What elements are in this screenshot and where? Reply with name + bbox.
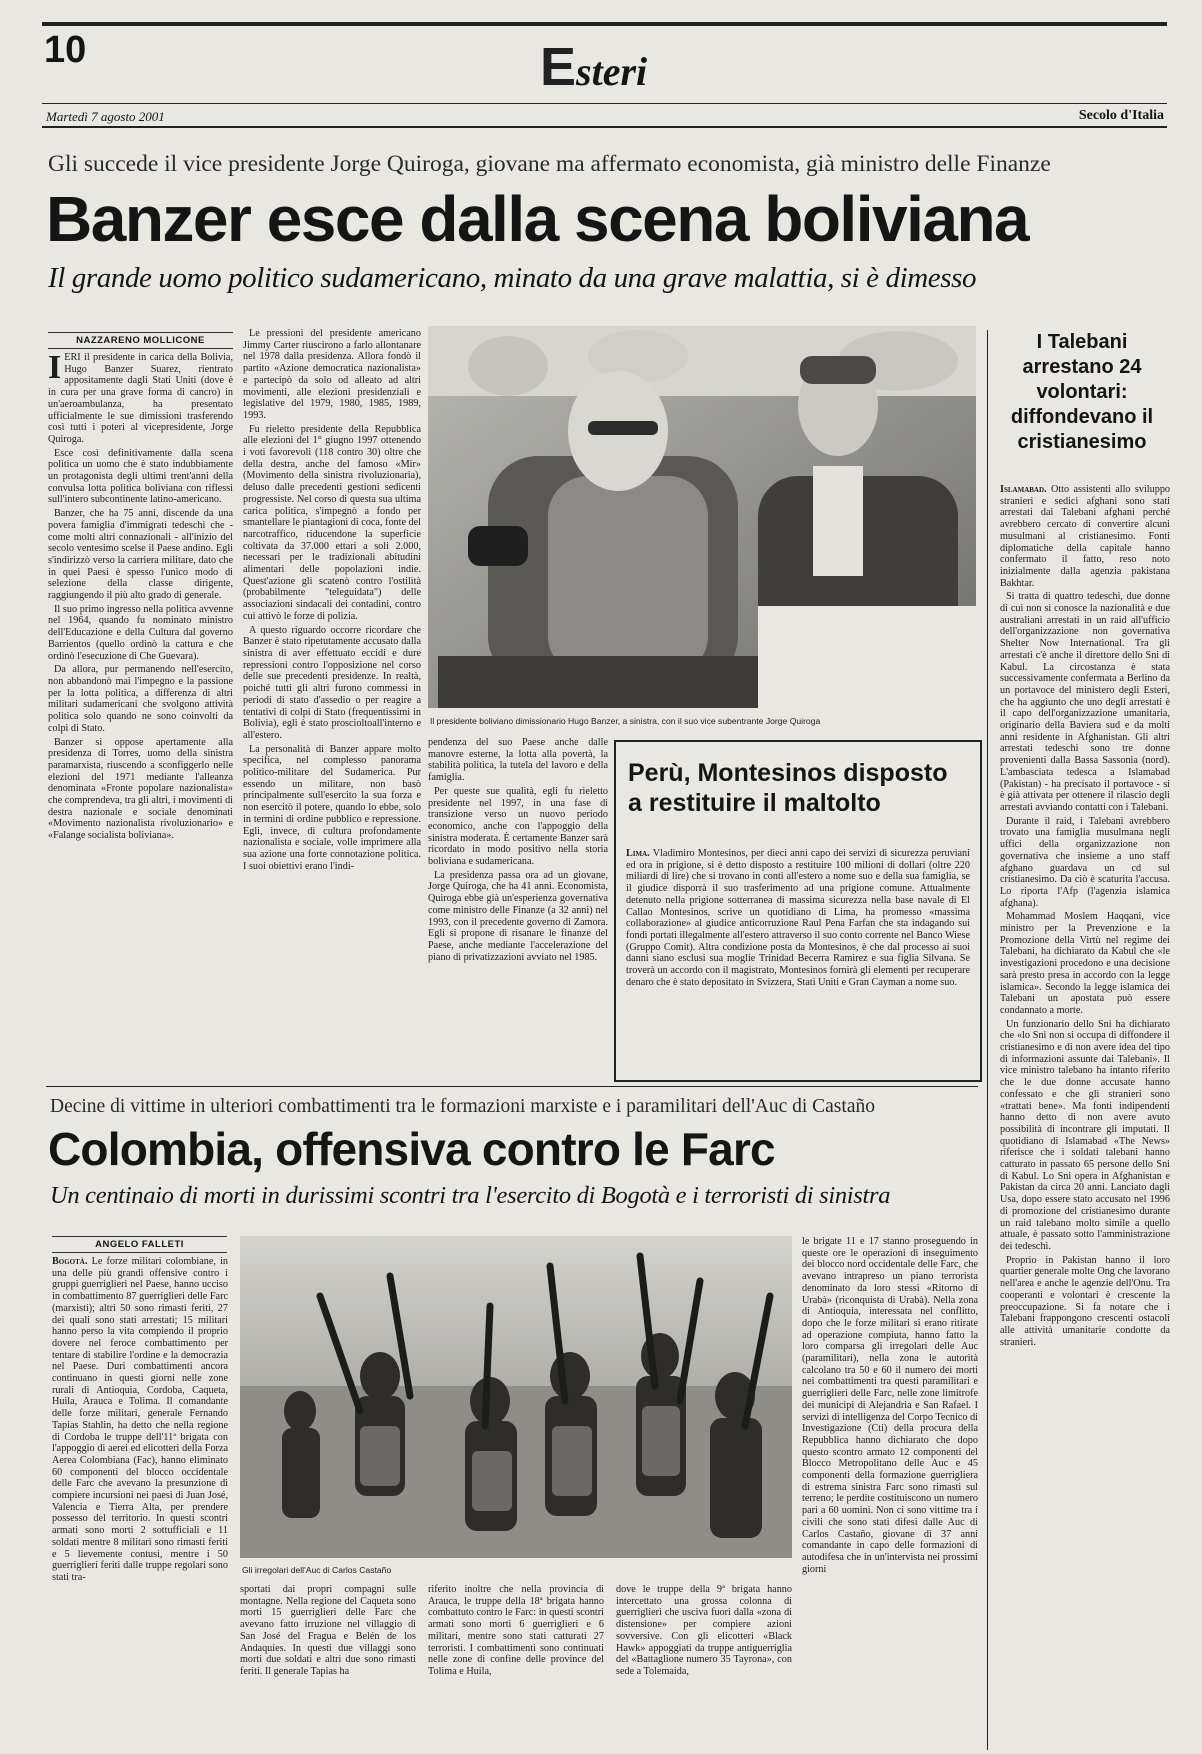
banzer-column-2 — [243, 328, 421, 1052]
paragraph: Per queste sue qualità, egli fu rieletto presidente nel 1997, in una fase di transizione verso un nuovo periodo economico, anche con l'appoggio della sinistra moderata. È certamente Banzer sarà ricordato in modo positivo nella storia boliviana e sudamericana. — [428, 785, 608, 868]
sidebar-divider — [987, 330, 988, 1750]
paragraph: Si tratta di quattro tedeschi, due donne di cui non si conosce la nazionalità e due australiani arrestati in un raid all'ufficio dell'organizzazione non governativa Shelter Now International. Tra gli arrestati c'è anche il direttore dello Sni di Kabul. La circostanza è stata successivamente confermata a Berlino da un portavoce del ministero degli Esteri, che ha aggiunto che uno degli arrestati è il capo dell'organizzazione umanitaria, originario della Baviera sud e da molti anni residente in Afghanistan. Gli altri arrestati tedeschi sono tre donne provenienti dalla Bassa Sassonia (nord). L'ambasciata tedesca a Islamabad (Pakistan) - ha precisato il portavoce - si è già attivata per ottenere il rilascio degli arrestati avviando contatti con i Talebani. — [1000, 591, 1170, 813]
paragraph: Banzer, che ha 75 anni, discende da una povera famiglia d'immigrati tedeschi che - come molti altri connazionali - all'inizio del secolo ventesimo scelse il Paese andino. Egli s'indirizzò verso la carriera militare, dato che in quei Paesi è spesso l'unico modo di selezione della classe dirigente, raggiungendo il più alto grado di generale. — [48, 508, 233, 602]
paragraph: Durante il raid, i Talebani avrebbero trovato una famiglia musulmana negli uffici della organizzazione non governativa che insieme a uno staff afghano guardava un cd sul cristianesimo. Da ciò è scaturita l'accusa. Lo riporta l'Afp (l'agenzia islamica afghana). — [1000, 815, 1170, 909]
paragraph: dove le truppe della 9ª brigata hanno intercettato una grossa colonna di guerriglieri che usciva fuori dalla «zona di distensione» per compiere azioni sovversive. Con gli elicotteri «Black Hawk» appoggiati da truppe antiguerriglia del «Battaglione numero 35 Tayrona», con sede a Tolemaida, — [616, 1584, 792, 1677]
peru-box — [614, 740, 982, 1082]
banzer-subhead: Il grande uomo politico sudamericano, minato da una grave malattia, si è dimesso — [48, 262, 977, 294]
page-number: 10 — [44, 29, 87, 71]
banzer-byline: NAZZARENO MOLLICONE — [48, 332, 233, 349]
banzer-photo-caption: Il presidente boliviano dimissionario Hugo Banzer, a sinistra, con il suo vice subentrante Jorge Quiroga — [430, 716, 821, 726]
taliban-dateline: Islamabad. — [1000, 484, 1047, 495]
banzer-quiroga-photo — [428, 326, 976, 708]
colombia-dateline: Bogotà. — [52, 1256, 88, 1267]
colombia-photo-caption: Gli irregolari dell'Auc di Carlos Castaño — [242, 1565, 392, 1575]
paragraph: sportati dai propri compagni sulle montagne. Nella regione del Caqueta sono morti 15 guerriglieri delle Farc che avevano fatto irruzione nel villaggio di San José del Fragua e Belén de los Andaquíes. In questi due villaggi sono morti due soldati e altri due sono rimasti feriti. Il generale Tapias ha — [240, 1584, 416, 1677]
drop-cap: I — [48, 352, 62, 386]
peru-dateline: Lima. — [626, 848, 650, 859]
paragraph: pendenza del suo Paese anche dalle manovre esterne, la lotta alla povertà, la stabilità politica, la tutela del lavoro e della famiglia. — [428, 737, 608, 784]
colombia-column-2 — [240, 1584, 416, 1750]
issue-date: Martedì 7 agosto 2001 — [46, 109, 165, 124]
paragraph: Banzer si oppose apertamente alla presidenza di Torres, uomo della sinistra paramarxista, riuscendo a sconfiggerlo nelle elezioni del 1971 mediante l'alleanza denominata «Fronte popolare nazionalista» che comprendeva, tra gli altri, i movimenti di destra nazionale e sociale denominati «Movimento nazionalista rivoluzionario» e «Falange socialista boliviana». — [48, 736, 233, 842]
peru-headline: Perù, Montesinos disposto a restituire il maltolto — [628, 759, 948, 817]
banzer-kicker: Gli succede il vice presidente Jorge Quiroga, giovane ma affermato economista, già ministro delle Finanze — [48, 151, 1051, 177]
paragraph: Le forze militari colombiane, in una delle più grandi offensive contro i gruppi guerriglieri nel Paese, hanno ucciso in combattimento 87 guerriglieri delle Farc (marxisti); altri 50 sono rimasti feriti, 27 dei quali sono stati arrestati; 15 militari hanno perso la vita compiendo il proprio dovere nel feroce combattimento per tentare di stabilire l'ordine e la democrazia nel Paese. Duri combattimenti ancora continuano in questi giorni nelle zone rurali di Antioquia, Cordoba, Caqueta, Huila, Arauca e Tolima. Il comandante delle forze militari, generale Fernando Tapias Stahlin, ha detto che nella regione di Cordoba le truppe dell'11ª brigata con l'appoggio di aerei ed elicotteri della Forza Aerea Colombiana (Fac), hanno eliminato 60 componenti del blocco occidentale delle Farc che avevano la presunzione di compiere incursioni nei paesi di Juan José, Valencia e Tierra Alta, per prendere possesso del territorio. In questi scontri armati sono morti 2 sottufficiali e 11 soldati mentre 8 militari sono rimasti feriti e 5 lievemente contusi, mentre i 50 guerriglieri feriti dalle truppe regolari sono stati tra- — [52, 1256, 228, 1583]
banzer-headline: Banzer esce dalla scena boliviana — [46, 183, 1029, 255]
paragraph: Otto assistenti allo sviluppo stranieri e sedici afghani sono stati arrestati dai Talebani afghani perché avrebbero cercato di convertire alcuni musulmani al cristianesimo. Fonti diplomatiche della capitale hanno confermato il fatto, reso noto inizialmente dalla agenzia pakistana Bakhtar. — [1000, 484, 1170, 589]
section-rest: steri — [576, 49, 648, 94]
masthead-rule-2 — [42, 126, 1167, 128]
photo-illustration — [428, 326, 976, 708]
paragraph: Proprio in Pakistan hanno il loro quartier generale molte Ong che lavorano nell'area e anche le agenzie dell'Onu. Tra cooperanti e volontari è crescente la preoccupazione. Si fa notare che i Talebani frappongono crescenti ostacoli alle attività umanitarie condotte da stranieri. — [1000, 1254, 1170, 1348]
paragraph: La presidenza passa ora ad un giovane, Jorge Quiroga, che ha 41 anni. Economista, Quiroga ebbe già un'esperienza governativa come ministro delle Finanze (a 32 anni) nel 1993, con il precedente governo di Zamora. Egli si propone di risanare le finanze del Paese, anche mediante l'accelerazione del piano di privatizzazioni avviato nel 1985. — [428, 869, 608, 963]
paragraph: Il suo primo ingresso nella politica avvenne nel 1964, quando fu nominato ministro dell'Educazione e della Cultura dal governo Barrientos (quello ordinò la cattura e che ordinò l'esecuzione di Che Guevara). — [48, 603, 233, 662]
paragraph: Un funzionario dello Sni ha dichiarato che «lo Sni non si occupa di diffondere il cristianesimo e di non avere idea del tipo di informazioni assunte dai Talebani». Il vice ministro talebano ha intanto riferito che le due donne accusate hanno confessato e che gli stranieri sono «trattati bene». Ma fonti indipendenti hanno detto di non avere avuto possibilità di incontrare gli imputati. Il quotidiano di Islamabad «The News» riferisce che i soldati talebani hanno catturato in passato 65 persone dello Sni di Kabul. Lo Sni opera in Afghanistan e Pakistan da circa 20 anni. Lanciato dagli Usa, dopo essere stato accusato nel 1996 di promozione del cristianesimo durante un raid talebano molto simile a quello attuale, è passato sotto l'amministrazione dei tedeschi. — [1000, 1018, 1170, 1252]
colombia-column-1 — [52, 1256, 228, 1750]
paragraph: ERI il presidente in carica della Bolivia, Hugo Banzer Suarez, rientrato appositamente dagli Stati Uniti (dove è in cura per una grave forma di cancro) in un'aeroambulanza, ha presentato ufficialmente le sue dimissioni trasferendo così tutti i poteri al vicepresidente, Jorge Quiroga. — [48, 352, 233, 445]
peru-text: Vladimiro Montesinos, per dieci anni capo dei servizi di sicurezza peruviani ed ora in prigione, si è detto disposto a restituire 100 milioni di dollari (oltre 220 miliardi di lire) che si trovano in conti all'estero a nome suo e della sua famiglia, se il giudice disporrà il suo trasferimento ad una prigione comune. Attualmente detenuto nella prigione sotterranea di massima sicurezza nella base navale di El Callao Montesinos, scrive un quotidiano di Lima, ha promesso «massima collaborazione» al giudice anticorruzione Raul Pena Farfan che sta indagando sui fondi portati illegalmente all'estero attraverso il suo conto corrente nel Banco Wiese (Gruppo Comit). Altra condizione posta da Montesinos, è che dal processo ai suoi danni siano esclusi sua moglie Trinidad Becerra Ramirez e sua figlia Silvana. Se troverà un accordo con il magistrato, Montesinos fornirà gli elementi per recuperare denaro che è stato depositato in Svizzera, Stati Uniti e Gran Cayman a nome suo. — [626, 848, 970, 988]
masthead-rule-1 — [42, 103, 1167, 104]
paragraph: Da allora, pur permanendo nell'esercito, non abbandonò mai l'impegno e la passione per la lotta politica, a differenza di altri militari sudamericani che svolgono attività politica solo quando ne sono coinvolti da colpi di Stato. — [48, 664, 233, 734]
paragraph: Mohammad Moslem Haqqani, vice ministro per la Prevenzione e la Promozione della Virtù nel regime dei Talebani, ha dichiarato da Kabul che «le investigazioni procedono e una decisione sarà presto presa in accordo con la legge islamica». Secondo la legge islamica dei Talebani un apostata può essere condannato a morte. — [1000, 911, 1170, 1016]
colombia-column-5 — [802, 1236, 978, 1750]
colombia-kicker: Decine di vittime in ulteriori combattimenti tra le formazioni marxiste e i paramilitari dell'Auc di Castaño — [50, 1096, 875, 1117]
colombia-headline: Colombia, offensiva contro le Farc — [48, 1123, 775, 1175]
taliban-headline: I Talebani arrestano 24 volontari: diffondevano il cristianesimo — [1010, 331, 1154, 453]
paragraph: La personalità di Banzer appare molto specifica, nel complesso panorama politico-militare del Sudamerica. Pur essendo un militare, non basò principalmente sull'esercito la sua forza e non esercitò il potere, quando lo ebbe, solo in termini di ordine pubblico e repressione. Egli, invece, di cultura profondamente nazionalista e sociale, volle imprimere alla sua azione una forte connotazione politica. I suoi obiettivi erano l'indi- — [243, 743, 421, 872]
banzer-column-1 — [48, 352, 233, 1052]
paragraph: Le pressioni del presidente americano Jimmy Carter riuscirono a farlo allontanare nel 1978 dalla presidenza. Allora fondò il partito «Azione democratica nazionalista» e partecipò da solo od alleato ad altri movimenti, alle elezioni presidenziali e legislative del 1979, 1980, 1985, 1989, 1993. — [243, 328, 421, 421]
taliban-body — [1000, 484, 1170, 1746]
paragraph: le brigate 11 e 17 stanno proseguendo in queste ore le operazioni di inseguimento dei blocco nord occidentale delle Farc, che avevano intrapreso un piano terrorista denominato da loro stessi «Ritorno di Urabà» (riconquista di Urabà). Nella zona di Antioquia, interessata nel conflitto, dopo che le forze militari si erano ritirate ad operazione compiuta, hanno fatto la loro comparsa gli irregolari delle Auc (paramilitari), nella zona le autorità calcolano tra 50 e 60 il numero dei morti nei combattimenti tra questi paramilitari e guerriglieri delle Farc, nelle zone limitrofe dei municipi di Alejandria e San Rafael. I servizi di intelligenza del Corpo Tecnico di Investigazione (Cti) della procura della Repubblica hanno dichiarato che dopo questo scontro armato 12 componenti del Blocco Metropolitano delle Auc e 45 componenti della formazione guerrigliera di estrema sinistra Farc sono rimasti sul terreno; le perdite costituiscono un numero pari a 60 uomini. Non ci sono vittime tra i civili che sono stati difesi dalle Auc di Carlos Castaño, giovane di 37 anni comandante in capo delle formazioni di autodifesa che in un'intervista nei prossimi giorni — [802, 1236, 978, 1575]
paragraph: Esce così definitivamente dalla scena politica un uomo che è stato indubbiamente un protagonista degli ultimi trent'anni della convulsa lotta politica boliviana con riflessi sull'intero subcontinente latino-americano. — [48, 447, 233, 506]
photo-illustration — [240, 1236, 792, 1558]
top-rule — [42, 22, 1167, 26]
colombia-subhead: Un centinaio di morti in durissimi scontri tra l'esercito di Bogotà e i terroristi di sinistra — [50, 1182, 891, 1209]
section-initial: E — [540, 37, 577, 97]
paragraph: A questo riguardo occorre ricordare che Banzer è stato ripetutamente accusato dalla sinistra di aver effettuato eccidi e dure repressioni contro l'opposizione nel corso delle sue precedenti presidenze. In realtà, poiché tutti gli altri furono commessi in periodi di stato d'assedio o per reagire a tentativi di colpi di Stato (frequentissimi in Bolivia), egli è stato proscioltoall'interno e all'estero. — [243, 624, 421, 741]
colombia-column-4 — [616, 1584, 792, 1750]
paragraph: riferito inoltre che nella provincia di Arauca, le truppe della 18ª brigata hanno combattuto contro le Farc: in questi scontri armati sono morti 6 guerriglieri e 6 militari, mentre sono stati catturati 27 terroristi. I combattimenti sono continuati nelle zone di confine delle province del Tolima e Huila, — [428, 1584, 604, 1677]
newspaper-name: Secolo d'Italia — [1078, 108, 1164, 123]
paragraph: Fu rieletto presidente della Repubblica alle elezioni del 1° giugno 1997 ottenendo i voti favorevoli (118 contro 30) oltre che della destra, anche del famoso «Mir» (Movimento della sinistra rivoluzionaria), deluso dalle precedenti gestioni sedicenti progressiste. Nel corso di questa sua ultima carica politica, s'impegnò a fondo per smantellare le piantagioni di coca, fonte del narcotraffico, riducendone la superficie coltivata da 37.000 ettari a soli 2.000, necessari per le tradizionali abitudini alimentari delle popolazioni indie. Quest'azione gli scatenò contro l'ostilità (probabilmente "teleguidata") delle associazioni sindacali dei contadini, contro cui attivò le forze di polizia. — [243, 423, 421, 622]
colombia-byline: ANGELO FALLETI — [52, 1236, 227, 1253]
auc-paramilitaries-photo — [240, 1236, 792, 1558]
colombia-column-3 — [428, 1584, 604, 1750]
section-title — [540, 37, 648, 97]
banzer-column-3 — [428, 737, 608, 1067]
section-rule — [46, 1086, 978, 1087]
peru-body — [626, 848, 970, 1074]
